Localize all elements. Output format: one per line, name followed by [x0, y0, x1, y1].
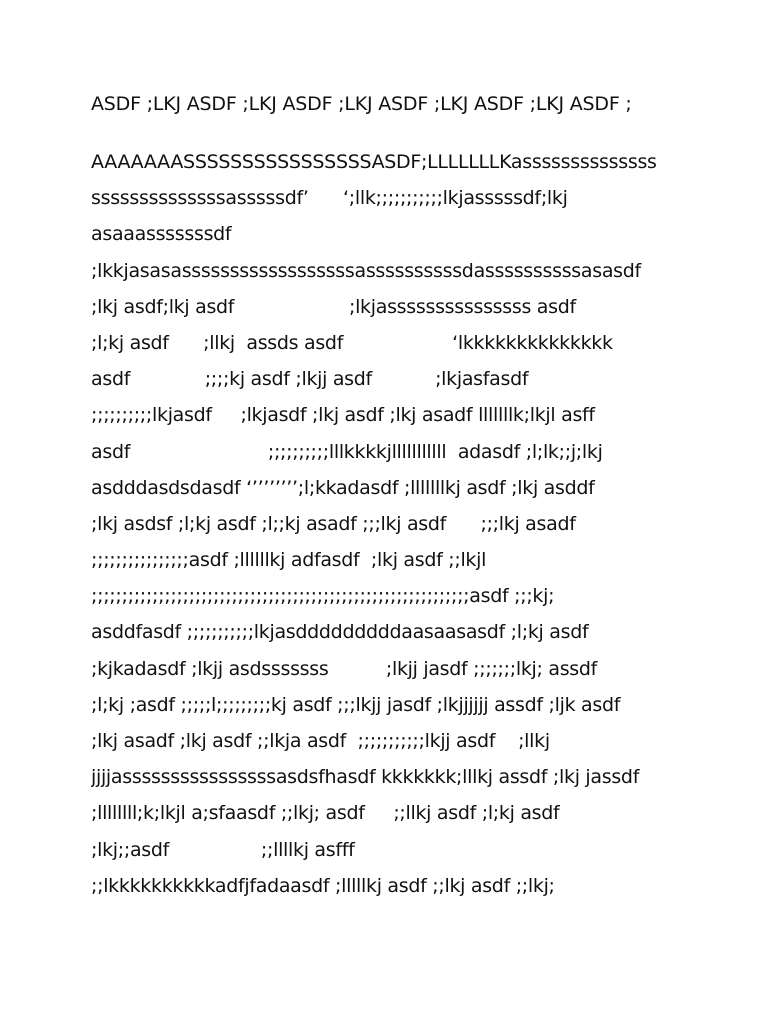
body-text [91, 144, 731, 904]
text-line: asddfasdf ;;;;;;;;;;;lkjasdddddddddaasaasasdf ;l;kj asdf [91, 621, 589, 644]
text-line: ;lkkjasasassssssssssssssssssassssssssssdassssssssssasasdf [91, 259, 641, 282]
text-line: ;lkj asdf;lkj asdf ;lkjasssssssssssssss asdf [91, 295, 576, 318]
heading-line: ASDF ;LKJ ASDF ;LKJ ASDF ;LKJ ASDF ;LKJ ASDF ;LKJ ASDF ; [91, 93, 632, 115]
text-line: ;;;;;;;;;;lkjasdf ;lkjasdf ;lkj asdf ;lkj asadf lllllllk;lkjl asff [91, 404, 595, 427]
text-line: ;lkj asadf ;lkj asdf ;;lkja asdf ;;;;;;;;;;;lkjj asdf ;llkj [91, 730, 550, 752]
text-line: ;lkj asdsf ;l;kj asdf ;l;;kj asadf ;;;lkj asdf ;;;lkj asadf [91, 512, 576, 535]
text-line: ssssssssssssssasssssdf’ ‘;llk;;;;;;;;;;;lkjasssssdf;lkj [91, 187, 568, 210]
text-line: jjjjassssssssssssssssasdsfhasdf kkkkkkk;lllkj assdf ;lkj jassdf [91, 766, 640, 789]
text-line: AAAAAAASSSSSSSSSSSSSSSSASDF;LLLLLLLKassssssssssssss [91, 151, 657, 173]
text-line: ;l;kj ;asdf ;;;;;l;;;;;;;;;kj asdf ;;;lkjj jasdf ;lkjjjjjj assdf ;ljk asdf [91, 693, 621, 716]
text-line: ;kjkadasdf ;lkjj asdsssssss ;lkjj jasdf ;;;;;;;lkj; assdf [91, 657, 598, 680]
text-line: ;;;;;;;;;;;;;;;;;;;;;;;;;;;;;;;;;;;;;;;;;;;;;;;;;;;;;;;;;;;;;;asdf ;;;kj; [91, 585, 555, 608]
text-line: asdddasdsdasdf ‘’’’’’’’’;l;kkadasdf ;lllllllkj asdf ;lkj asddf [91, 476, 595, 499]
text-line: asdf ;;;;;;;;;;lllkkkkjlllllllllll adasdf ;l;lk;;j;lkj [91, 440, 603, 463]
text-line: ;l;kj asdf ;llkj assds asdf ‘lkkkkkkkkkkkkkk [91, 331, 613, 354]
text-line: ;;lkkkkkkkkkkadfjfadaasdf ;lllllkj asdf ;;lkj asdf ;;lkj; [91, 874, 555, 897]
text-line: ;llllllll;k;lkjl a;sfaasdf ;;lkj; asdf ;;llkj asdf ;l;kj asdf [91, 802, 560, 825]
text-line: ;;;;;;;;;;;;;;;;asdf ;llllllkj adfasdf ;lkj asdf ;;lkjl [91, 549, 487, 572]
text-line: ;lkj;;asdf ;;llllkj asfff [91, 838, 355, 861]
text-line: asaaasssssssdf [91, 223, 232, 246]
text-line: asdf ;;;;kj asdf ;lkjj asdf ;lkjasfasdf [91, 368, 529, 391]
